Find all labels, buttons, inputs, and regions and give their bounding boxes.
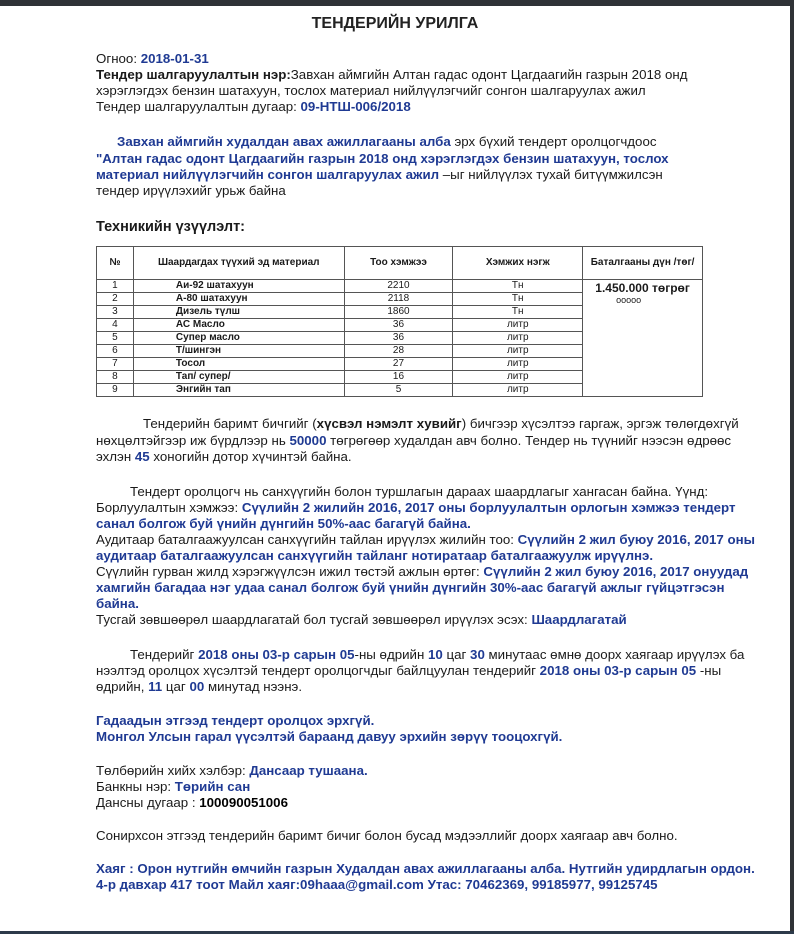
row-material: Дизель түлш [133,306,344,319]
sales-value: Сүүлийн 2 жилийн 2016, 2017 оны борлуулалтын орлогын хэмжээ тендерт [241,500,736,515]
row-material: АС Масло [133,319,344,332]
experience-label: Сүүлийн гурван жилд хэрэгжүүлсэн ижил төстэй ажлын өртөг: [96,564,484,579]
table-row [97,280,703,293]
row-unit: литр [453,332,583,345]
col-header-guarantee: Баталгааны дүн /төг/ [583,247,703,280]
bank-label: Банкны нэр: [96,779,175,794]
payment-method-value: Дансаар тушаана. [249,763,368,778]
experience-requirement [96,564,748,581]
deadline-text: Тендерийг [130,647,199,662]
bank-name [96,779,250,796]
address-line1: Хаяг : Орон нутгийн өмчийн газрын Худалдан авах ажиллагааны алба. Нутгийн удирдлагын ордон. [96,861,755,876]
audit-value-line2: аудитаар баталгаажуулсан санхүүгийн тайланг нотиратаар баталгаажуулж ирүүлнэ. [96,548,654,563]
guarantee-amount-cell [583,280,703,397]
docs-text: хоногийн дотор хүчинтэй байна. [149,449,352,464]
submission-date: 2018 оны 03-р сарын 05 [198,647,355,662]
row-unit: литр [453,345,583,358]
date-line [96,51,209,68]
deadline-text: цаг [442,647,471,662]
sales-label: Борлуулалтын хэмжээ: [96,500,242,515]
validity-days: 45 [134,449,150,464]
row-material: Аи-92 шатахуун [133,280,344,293]
address-line2: 4-р давхар 417 тоот Майл хаяг:09haaa@gmail.com Утас: 70462369, 99185977, 99125745 [96,877,658,892]
row-no: 9 [97,384,134,397]
row-qty: 5 [344,384,453,397]
row-qty: 36 [344,332,453,345]
row-material: Супер масло [133,332,344,345]
intro-line1 [117,134,657,151]
audit-requirement [96,532,755,549]
row-material: Энгийн тап [133,384,344,397]
requirements-intro: Тендерт оролцогч нь санхүүгийн болон туршлагын дараах шаардлагыг хангасан байна. Үүнд: [130,484,709,499]
deadline-text: -ны [696,663,722,678]
docs-optional-copy: хүсвэл нэмэлт хувийг [316,416,462,431]
audit-label: Аудитаар баталгаажуулсан санхүүгийн тайлан ирүүлэх жилийн тоо: [96,532,518,547]
docs-line1 [143,416,739,433]
row-qty: 2210 [344,280,453,293]
experience-value-line2: хамгийн багадаа нэг удаа санал болгож буй үнийн дүнгийн 30%-аас багагүй ажлыг гүйцэтгэсэн [96,580,725,595]
row-material: Тосол [133,358,344,371]
row-no: 2 [97,293,134,306]
deadline-line3 [96,679,302,696]
tender-name-line [96,67,687,84]
date-label: Огноо: [96,51,141,66]
row-no: 3 [97,306,134,319]
tender-number-value: 09-НТШ-006/2018 [300,99,411,114]
intro-line4: тендер ирүүлэхийг урьж байна [96,183,286,198]
account-number [96,795,288,812]
intro-text: эрх бүхий тендерт оролцогчдоос [450,134,657,149]
guarantee-sub: ооооо [616,295,642,305]
intro-line3-bold: материал нийлүүлэгчийн сонгон шалгаруулах ажил [96,167,440,182]
note-domestic-preference: Монгол Улсын гарал үүсэлтэй бараанд давуу эрхийн зөрүү тооцохгүй. [96,729,563,744]
docs-text: эхлэн [96,449,135,464]
intro-line3 [96,167,663,184]
experience-value-line3: байна. [96,596,139,611]
row-unit: Тн [453,280,583,293]
deadline-text: өдрийн, [96,679,149,694]
docs-text: нөхцөлтэйгээр иж бүрдлээр нь [96,433,290,448]
row-qty: 16 [344,371,453,384]
document-title: ТЕНДЕРИЙН УРИЛГА [311,15,479,32]
audit-value: Сүүлийн 2 жил буюу 2016, 2017 оны [517,532,756,547]
bank-value: Төрийн сан [174,779,251,794]
row-unit: литр [453,371,583,384]
document-page [0,6,790,931]
opening-date: 2018 оны 03-р сарын 05 [539,663,697,678]
tech-spec-table [96,246,703,397]
sales-value-line2: санал болгож буй үнийн дүнгийн 50%-аас багагүй байна. [96,516,471,531]
row-qty: 1860 [344,306,453,319]
deadline-text: цаг [162,679,190,694]
row-no: 4 [97,319,134,332]
tender-number-line [96,99,411,116]
license-label: Тусгай зөвшөөрөл шаардлагатай бол тусгай зөвшөөрөл ирүүлэх эсэх: [96,612,532,627]
guarantee-amount: 1.450.000 төгрөг [595,281,690,295]
info-line: Сонирхсон этгээд тендерийн баримт бичиг болон бусад мэдээллийг доорх хаягаар авч болно. [96,828,678,843]
deadline-text: минутад нээнэ. [204,679,303,694]
row-qty: 36 [344,319,453,332]
submission-minute: 30 [470,647,485,662]
sales-requirement [96,500,736,517]
payment-method-label: Төлбөрийн хийх хэлбэр: [96,763,250,778]
date-value: 2018-01-31 [140,51,209,66]
row-material: Тап/ супер/ [133,371,344,384]
row-no: 5 [97,332,134,345]
col-header-material: Шаардагдах түүхий эд материал [133,247,344,280]
deadline-line1 [130,647,744,664]
docs-line2 [96,433,731,450]
col-header-unit: Хэмжих нэгж [453,247,583,280]
tender-name-line2: хэрэглэгдэх бензин шатахуун, тослох материал нийлүүлэгчийг сонгон шалгаруулах ажил [96,83,646,98]
row-no: 8 [97,371,134,384]
row-qty: 2118 [344,293,453,306]
submission-hour: 10 [428,647,443,662]
intro-line3-rest: –ыг нийлүүлэх тухай битүүмжилсэн [439,167,663,182]
row-material: А-80 шатахуун [133,293,344,306]
tender-name-label: Тендер шалгаруулалтын нэр: [96,67,291,82]
deadline-text: -ны өдрийн [354,647,428,662]
docs-line3 [96,449,352,466]
row-material: Т/шингэн [133,345,344,358]
deadline-line2 [96,663,721,680]
window-right-border [790,0,794,934]
account-label: Дансны дугаар : [96,795,200,810]
row-unit: Тн [453,306,583,319]
docs-text: төгрөгөөр худалдан авч болно. Тендер нь түүнийг нээсэн өдрөөс [326,433,732,448]
row-unit: Тн [453,293,583,306]
docs-text: ) бичгээр хүсэлтээ гаргаж, эргэж төлөгдөхгүй [461,416,739,431]
deadline-text: минутаас өмнө доорх хаягаар ирүүлэх ба [484,647,745,662]
account-value: 100090051006 [199,795,288,810]
row-unit: литр [453,358,583,371]
experience-value: Сүүлийн 2 жил буюу 2016, 2017 онуудад [483,564,749,579]
license-requirement [96,612,627,629]
procuring-org: Завхан аймгийн худалдан авах ажиллагааны алба [117,134,451,149]
table-header-row [97,247,703,280]
row-unit: литр [453,384,583,397]
row-unit: литр [453,319,583,332]
tender-number-label: Тендер шалгаруулалтын дугаар: [96,99,301,114]
opening-hour: 11 [148,679,163,694]
payment-method [96,763,368,780]
row-no: 1 [97,280,134,293]
tech-spec-heading: Техникийн үзүүлэлт: [96,219,246,235]
row-no: 6 [97,345,134,358]
row-no: 7 [97,358,134,371]
col-header-quantity: Тоо хэмжээ [344,247,453,280]
docs-text: Тендерийн баримт бичгийг ( [143,416,317,431]
docs-price: 50000 [289,433,327,448]
col-header-no: № [97,247,134,280]
license-value: Шаардлагатай [531,612,627,627]
intro-line2: "Алтан гадас одонт Цагдаагийн газрын 2018 онд хэрэглэгдэх бензин шатахуун, тослох [96,151,669,166]
opening-minute: 00 [189,679,205,694]
row-qty: 28 [344,345,453,358]
tender-name-value: Завхан аймгийн Алтан гадас одонт Цагдаагийн газрын 2018 онд [290,67,688,82]
deadline-text: нээлтэд оролцох хүсэлтэй тендерт оролцогчдыг байлцуулан тендерийг [96,663,540,678]
note-foreign: Гадаадын этгээд тендерт оролцох эрхгүй. [96,713,375,728]
row-qty: 27 [344,358,453,371]
